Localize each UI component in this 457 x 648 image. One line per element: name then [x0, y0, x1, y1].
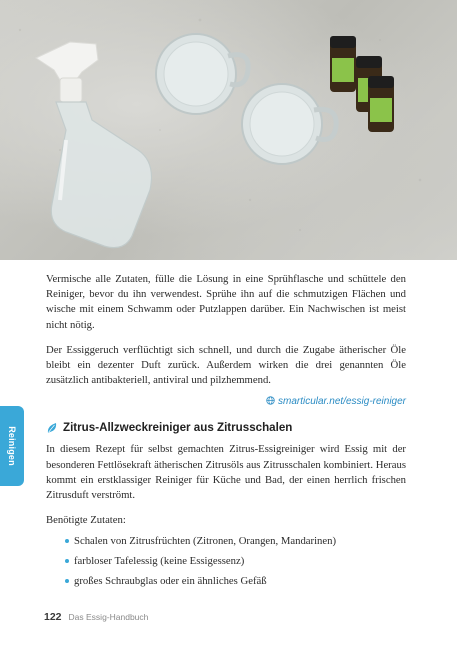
ingredients-list [46, 534, 406, 589]
photo-illustration [0, 0, 457, 260]
paragraph-usage: Vermische alle Zutaten, fülle die Lösung in eine Sprühflasche und schüttele den Reiniger, bevor du ihn verwendest. Sprühe ihn auf die schmutzigen Flächen und wische mit einem Schwamm oder Putzlappen darüber. Ein Nachwischen ist meist nicht nötig. [46, 273, 406, 331]
spray-bottle [36, 42, 152, 248]
list-item [46, 554, 406, 569]
leaf-icon [46, 422, 58, 434]
paragraph-scent: Der Essiggeruch verflüchtigt sich schnell, und durch die Zugabe ätherischer Öle bleibt ein dezenter Duft zurück. Außerdem wirken die drei genannten Öle zusätzlich antibakteriell, antiviral und pilzhemmend. [46, 343, 406, 387]
list-item [46, 534, 406, 549]
oil-bottle-3 [368, 76, 394, 132]
bullet-icon [65, 579, 69, 583]
ingredients-label: Benötigte Zutaten: [46, 514, 126, 527]
list-item-text: Schalen von Zitrusfrüchten (Zitronen, Orangen, Mandarinen) [74, 535, 337, 548]
list-item [46, 574, 406, 589]
section-heading [46, 421, 406, 434]
water-glass-2 [242, 84, 336, 164]
page-number: 122 [44, 611, 62, 623]
section-intro: In diesem Rezept für selbst gemachten Zitrus-Essigreiniger wird Essig mit der besonderen Fettlösekraft ätherischen Zitrusöls aus Zitrusschalen kombiniert. Heraus kommt ein erstklassiger Reiniger für Küche und Bad, der einen herrlich frischen Zitrusduft verströmt. [46, 443, 406, 502]
list-item-text: farbloser Tafelessig (keine Essigessenz) [74, 555, 245, 568]
section-heading-text: Zitrus-Allzweckreiniger aus Zitrusschalen [63, 421, 293, 435]
chapter-side-tab-label: Reinigen [7, 426, 17, 466]
oil-bottle-1 [330, 36, 356, 92]
header-photo [0, 0, 457, 260]
page-content [46, 272, 406, 594]
chapter-side-tab [0, 406, 24, 486]
book-title: Das Essig-Handbuch [68, 612, 149, 622]
source-link[interactable] [46, 396, 406, 407]
bullet-icon [65, 559, 69, 563]
page-footer [44, 611, 148, 623]
source-link-text[interactable]: smarticular.net/essig-reiniger [277, 396, 406, 408]
list-item-text: großes Schraubglas oder ein ähnliches Gefäß [74, 575, 267, 588]
bullet-icon [65, 539, 69, 543]
globe-icon [266, 396, 275, 405]
water-glass-1 [156, 34, 248, 114]
